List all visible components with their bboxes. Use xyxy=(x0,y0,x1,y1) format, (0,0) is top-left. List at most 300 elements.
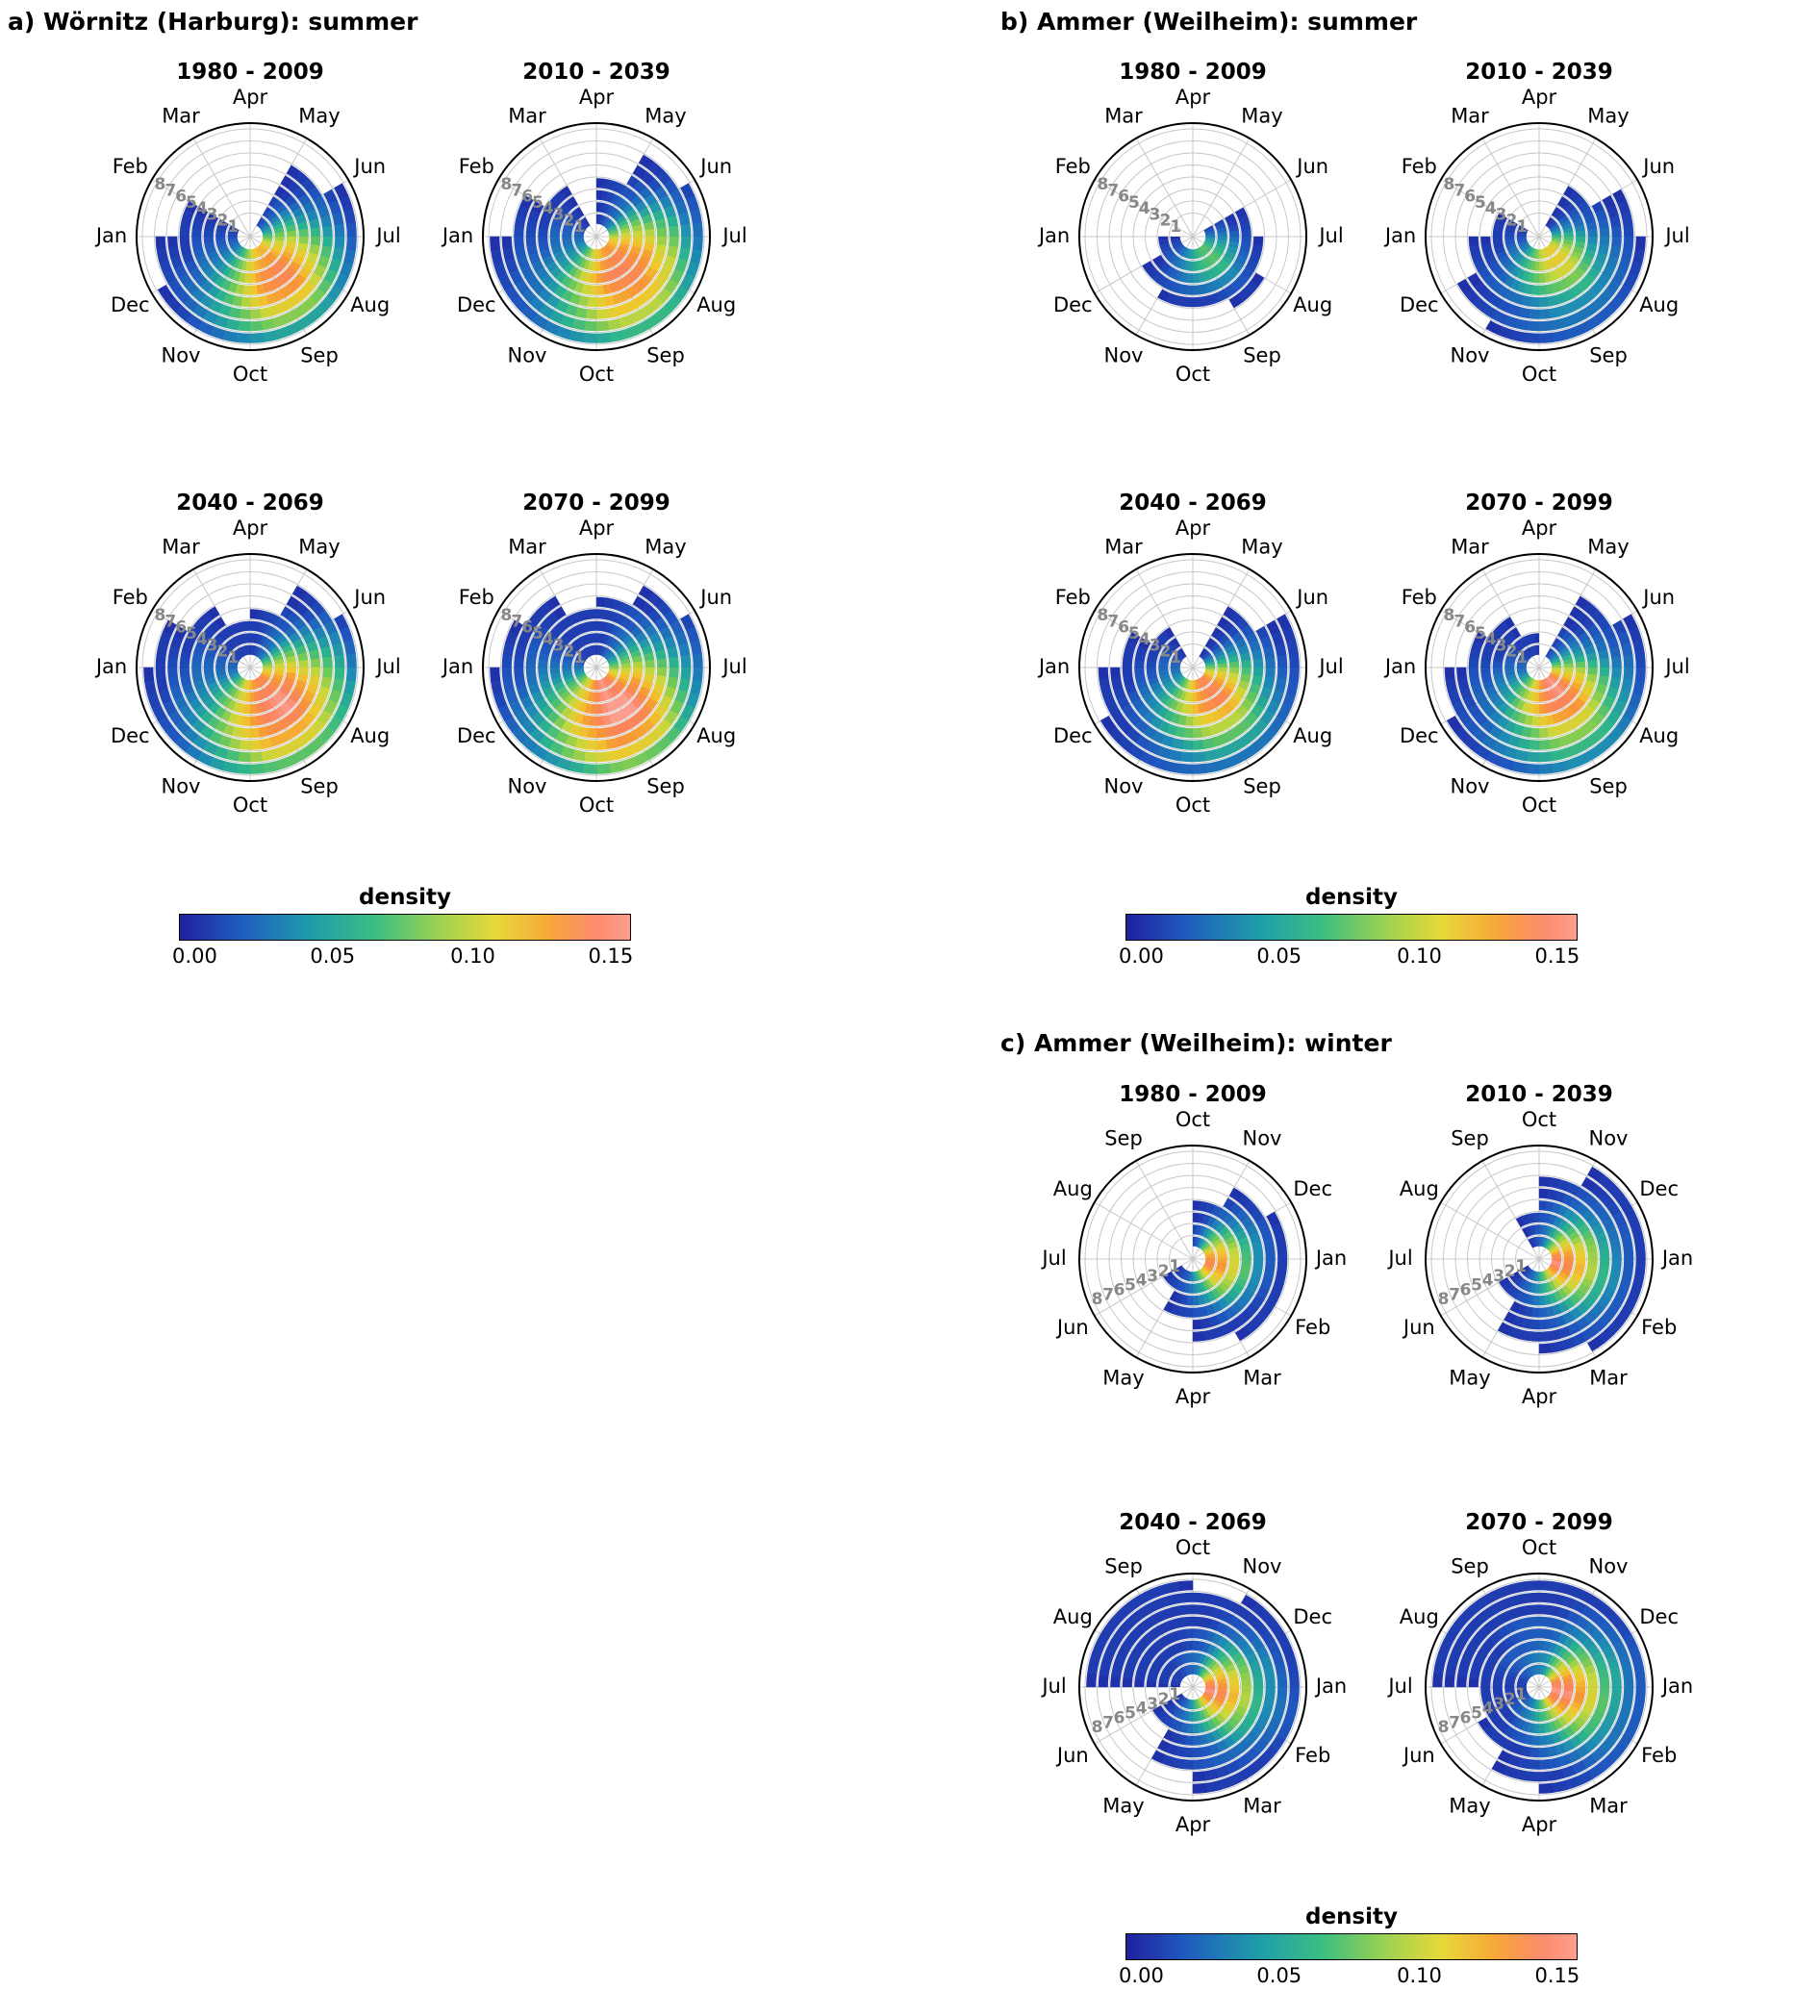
month-label: Feb xyxy=(1295,1744,1331,1767)
panel-a-title: a) Wörnitz (Harburg): summer xyxy=(8,8,418,36)
month-label: Aug xyxy=(696,724,737,747)
colorbar-tick: 0.05 xyxy=(310,945,356,968)
month-label: Dec xyxy=(1052,293,1093,316)
polar-chart[interactable] xyxy=(1384,517,1690,817)
month-label: Jan xyxy=(1315,1247,1348,1270)
radial-tick-label: 6 xyxy=(1118,617,1130,638)
month-label: Dec xyxy=(110,293,150,316)
polar-chart[interactable] xyxy=(442,517,747,817)
month-label: May xyxy=(645,535,687,559)
month-label: Aug xyxy=(1293,293,1333,316)
month-label: Dec xyxy=(1639,1177,1680,1200)
month-label: Nov xyxy=(507,343,547,367)
radial-tick-label: 2 xyxy=(1505,211,1518,231)
month-label: Aug xyxy=(1399,1177,1439,1200)
radial-tick-label: 7 xyxy=(511,181,523,201)
radial-tick-label: 1 xyxy=(573,647,586,668)
radial-tick-label: 6 xyxy=(521,617,534,638)
radial-tick-label: 6 xyxy=(1118,187,1130,207)
panel-b-title: b) Ammer (Weilheim): summer xyxy=(1000,8,1418,36)
month-label: Aug xyxy=(1052,1605,1093,1628)
radial-tick-label: 4 xyxy=(1135,1699,1148,1719)
month-label: Nov xyxy=(161,343,201,367)
radial-tick-label: 3 xyxy=(1149,636,1161,656)
panel-c-title: c) Ammer (Weilheim): winter xyxy=(1000,1029,1392,1057)
radial-tick-label: 2 xyxy=(563,642,575,662)
month-label: Nov xyxy=(1588,1126,1629,1150)
radial-tick-label: 8 xyxy=(154,175,166,194)
subplot-c-1980-2009 xyxy=(1000,1082,1385,1409)
radial-tick-label: 2 xyxy=(1159,642,1172,662)
month-label: Jul xyxy=(376,224,401,247)
month-label: Apr xyxy=(1521,86,1557,109)
month-label: Jun xyxy=(1056,1744,1089,1767)
radial-tick-label: 3 xyxy=(1495,205,1507,225)
month-label: Aug xyxy=(1639,724,1680,747)
radial-tick-label: 3 xyxy=(206,205,218,225)
month-label: Dec xyxy=(110,724,150,747)
radial-tick-label: 1 xyxy=(573,216,586,237)
radial-tick-label: 8 xyxy=(1097,606,1109,625)
radial-tick-label: 6 xyxy=(1113,1280,1125,1300)
subplot-a-2010-2039 xyxy=(404,60,789,387)
subplot-c-2040-2069 xyxy=(1000,1510,1385,1837)
month-label: Aug xyxy=(1293,724,1333,747)
month-label: May xyxy=(1587,535,1630,559)
month-label: Feb xyxy=(458,155,494,178)
month-label: Sep xyxy=(1451,1554,1489,1578)
month-label: Jul xyxy=(722,224,747,247)
month-label: Dec xyxy=(1293,1177,1333,1200)
month-label: Mar xyxy=(1589,1366,1628,1390)
month-label: Jan xyxy=(95,655,128,678)
radial-tick-label: 5 xyxy=(1128,623,1140,643)
month-label: Apr xyxy=(1175,517,1211,540)
subplot-c-2070-2099 xyxy=(1347,1510,1732,1837)
radial-tick-label: 2 xyxy=(216,211,229,231)
radial-tick-label: 3 xyxy=(1147,1266,1159,1286)
month-label: Apr xyxy=(1521,517,1557,540)
month-label: Jun xyxy=(354,155,387,178)
month-label: Feb xyxy=(1641,1744,1678,1767)
radial-tick-label: 8 xyxy=(1437,1718,1450,1738)
radial-tick-label: 1 xyxy=(227,647,240,668)
month-label: Mar xyxy=(508,535,546,559)
subplot-title: 2010 - 2039 xyxy=(1465,1082,1613,1107)
month-label: Mar xyxy=(1451,535,1489,559)
radial-tick-label: 7 xyxy=(1453,612,1466,632)
month-label: Dec xyxy=(456,724,496,747)
month-label: Apr xyxy=(1521,1385,1557,1408)
radial-tick-label: 3 xyxy=(206,636,218,656)
month-label: May xyxy=(298,104,341,128)
radial-tick-label: 4 xyxy=(1481,1699,1494,1719)
radial-tick-label: 4 xyxy=(1481,1271,1494,1291)
month-label: Jul xyxy=(1319,655,1344,678)
month-label: May xyxy=(1102,1366,1145,1390)
month-label: May xyxy=(1102,1794,1145,1818)
month-label: Mar xyxy=(1243,1366,1281,1390)
radial-tick-label: 1 xyxy=(1515,1257,1528,1277)
radial-tick-label: 4 xyxy=(1138,199,1150,218)
subplot-b-2040-2069 xyxy=(1000,491,1385,818)
radial-tick-label: 8 xyxy=(1443,175,1455,194)
month-label: Oct xyxy=(232,794,268,817)
month-label: Nov xyxy=(161,774,201,798)
month-label: Jul xyxy=(1665,655,1690,678)
month-label: Nov xyxy=(1588,1554,1629,1578)
month-label: Mar xyxy=(162,535,200,559)
month-label: Jun xyxy=(1643,155,1676,178)
radial-tick-label: 1 xyxy=(1516,647,1529,668)
month-label: May xyxy=(1241,104,1283,128)
month-label: Jun xyxy=(1297,586,1329,609)
colorbar-tick: 0.05 xyxy=(1256,945,1302,968)
subplot-b-2070-2099 xyxy=(1347,491,1732,818)
subplot-c-2010-2039 xyxy=(1347,1082,1732,1409)
month-label: Apr xyxy=(1175,1813,1211,1836)
polar-chart[interactable] xyxy=(1042,1108,1348,1408)
month-label: Aug xyxy=(1052,1177,1093,1200)
colorbar-gradient xyxy=(1125,914,1578,941)
month-label: Jun xyxy=(1643,586,1676,609)
colorbar-tick: 0.15 xyxy=(1534,945,1580,968)
radial-tick-label: 5 xyxy=(1125,1703,1137,1724)
subplot-title: 2070 - 2099 xyxy=(1465,1510,1613,1535)
month-label: May xyxy=(1449,1794,1491,1818)
polar-chart[interactable] xyxy=(95,517,401,817)
month-label: Apr xyxy=(232,517,268,540)
month-label: May xyxy=(298,535,341,559)
radial-tick-label: 8 xyxy=(1091,1290,1103,1310)
polar-chart[interactable] xyxy=(1038,86,1344,386)
month-label: Jan xyxy=(1661,1675,1694,1698)
month-label: Feb xyxy=(1295,1316,1331,1339)
month-label: Jun xyxy=(1297,155,1329,178)
radial-tick-label: 7 xyxy=(1449,1285,1461,1305)
month-label: Sep xyxy=(646,774,685,798)
month-label: Jan xyxy=(442,224,474,247)
radial-tick-label: 8 xyxy=(1091,1718,1103,1738)
radial-tick-label: 7 xyxy=(1453,181,1466,201)
radial-tick-label: 3 xyxy=(1493,1266,1505,1286)
subplot-title: 1980 - 2009 xyxy=(1119,60,1267,85)
radial-tick-label: 5 xyxy=(1475,192,1486,213)
month-label: Sep xyxy=(300,774,339,798)
radial-tick-label: 3 xyxy=(1149,205,1161,225)
radial-tick-label: 5 xyxy=(532,192,543,213)
month-label: Sep xyxy=(1104,1126,1143,1150)
radial-tick-label: 2 xyxy=(1157,1689,1170,1709)
radial-tick-label: 1 xyxy=(1169,1685,1181,1705)
month-label: Mar xyxy=(162,104,200,128)
month-label: Oct xyxy=(1521,794,1557,817)
colorbar-tick: 0.05 xyxy=(1256,1964,1302,1987)
month-label: Jan xyxy=(1384,655,1417,678)
radial-tick-label: 4 xyxy=(542,199,554,218)
radial-tick-label: 1 xyxy=(1169,1257,1181,1277)
radial-tick-label: 5 xyxy=(532,623,543,643)
radial-tick-label: 1 xyxy=(227,216,240,237)
month-label: Apr xyxy=(1175,86,1211,109)
colorbar-tick: 0.15 xyxy=(588,945,634,968)
radial-tick-label: 4 xyxy=(1138,630,1150,649)
radial-tick-label: 6 xyxy=(175,187,188,207)
month-label: Oct xyxy=(1521,1108,1557,1131)
month-label: Apr xyxy=(578,517,615,540)
month-label: Oct xyxy=(1521,1536,1557,1559)
colorbar-ticks xyxy=(172,945,634,970)
month-label: Dec xyxy=(1399,724,1439,747)
subplot-a-2040-2069 xyxy=(58,491,442,818)
month-label: Sep xyxy=(300,343,339,367)
month-label: Mar xyxy=(1243,1794,1281,1818)
panel-c xyxy=(1000,1029,1820,1057)
radial-tick-label: 2 xyxy=(1157,1261,1170,1281)
month-label: Oct xyxy=(1175,363,1211,386)
radial-tick-label: 7 xyxy=(1102,1285,1115,1305)
radial-tick-label: 4 xyxy=(195,630,208,649)
month-label: Nov xyxy=(1103,343,1144,367)
subplot-title: 2010 - 2039 xyxy=(522,60,670,85)
month-label: Jun xyxy=(700,155,733,178)
polar-chart[interactable] xyxy=(442,86,747,386)
month-label: Jun xyxy=(1056,1316,1089,1339)
radial-tick-label: 6 xyxy=(521,187,534,207)
month-label: Jan xyxy=(1661,1247,1694,1270)
month-label: Nov xyxy=(1103,774,1144,798)
radial-tick-label: 2 xyxy=(1504,1689,1516,1709)
radial-tick-label: 1 xyxy=(1170,216,1182,237)
month-label: Oct xyxy=(578,794,615,817)
month-label: Dec xyxy=(1052,724,1093,747)
radial-tick-label: 6 xyxy=(1459,1708,1472,1728)
month-label: Oct xyxy=(1175,794,1211,817)
polar-chart[interactable] xyxy=(1038,517,1344,817)
colorbar-title: density xyxy=(359,885,451,910)
radial-tick-label: 5 xyxy=(186,192,197,213)
month-label: Jan xyxy=(1038,224,1071,247)
radial-tick-label: 8 xyxy=(500,606,513,625)
colorbar-tick: 0.00 xyxy=(1119,945,1164,968)
month-label: Jan xyxy=(1038,655,1071,678)
month-label: Jun xyxy=(354,586,387,609)
month-label: Sep xyxy=(1589,343,1628,367)
month-label: Aug xyxy=(1639,293,1680,316)
colorbar-tick: 0.00 xyxy=(1119,1964,1164,1987)
radial-tick-label: 7 xyxy=(1107,181,1120,201)
month-label: Jul xyxy=(1388,1247,1413,1270)
subplot-title: 1980 - 2009 xyxy=(176,60,324,85)
radial-tick-label: 8 xyxy=(154,606,166,625)
month-label: Dec xyxy=(456,293,496,316)
subplot-title: 2010 - 2039 xyxy=(1465,60,1613,85)
radial-tick-label: 8 xyxy=(1097,175,1109,194)
subplot-title: 2040 - 2069 xyxy=(176,491,324,516)
subplot-a-1980-2009 xyxy=(58,60,442,387)
month-label: Nov xyxy=(1242,1126,1282,1150)
month-label: Aug xyxy=(350,724,391,747)
month-label: Feb xyxy=(112,586,148,609)
month-label: Jan xyxy=(95,224,128,247)
radial-tick-label: 4 xyxy=(1484,630,1497,649)
month-label: Feb xyxy=(112,155,148,178)
colorbar-gradient xyxy=(179,914,631,941)
polar-chart[interactable] xyxy=(1384,86,1690,386)
month-label: Sep xyxy=(1243,343,1281,367)
colorbar-tick: 0.10 xyxy=(1397,945,1442,968)
radial-tick-label: 1 xyxy=(1170,647,1182,668)
radial-tick-label: 3 xyxy=(552,205,565,225)
month-label: Sep xyxy=(1243,774,1281,798)
month-label: Jan xyxy=(1384,224,1417,247)
month-label: Dec xyxy=(1293,1605,1333,1628)
month-label: Feb xyxy=(1401,155,1437,178)
radial-tick-label: 4 xyxy=(195,199,208,218)
month-label: Jul xyxy=(376,655,401,678)
colorbar-tick: 0.10 xyxy=(1397,1964,1442,1987)
month-label: Jul xyxy=(1319,224,1344,247)
radial-tick-label: 6 xyxy=(1459,1280,1472,1300)
month-label: Feb xyxy=(1641,1316,1678,1339)
month-label: Mar xyxy=(1104,104,1143,128)
polar-chart[interactable] xyxy=(1042,1536,1348,1836)
subplot-b-1980-2009 xyxy=(1000,60,1385,387)
month-label: May xyxy=(1449,1366,1491,1390)
month-label: Sep xyxy=(646,343,685,367)
month-label: Apr xyxy=(1521,1813,1557,1836)
radial-tick-label: 1 xyxy=(1515,1685,1528,1705)
month-label: May xyxy=(1587,104,1630,128)
radial-tick-label: 5 xyxy=(1471,1275,1483,1296)
month-label: May xyxy=(645,104,687,128)
radial-tick-label: 7 xyxy=(164,612,177,632)
radial-tick-label: 6 xyxy=(1464,617,1477,638)
radial-tick-label: 5 xyxy=(186,623,197,643)
month-label: Oct xyxy=(1175,1108,1211,1131)
month-label: Apr xyxy=(1175,1385,1211,1408)
colorbar-ticks xyxy=(1119,945,1580,970)
month-label: Oct xyxy=(1175,1536,1211,1559)
month-label: Oct xyxy=(232,363,268,386)
radial-tick-label: 7 xyxy=(511,612,523,632)
month-label: Dec xyxy=(1639,1605,1680,1628)
month-label: Oct xyxy=(1521,363,1557,386)
colorbar-gradient xyxy=(1125,1933,1578,1960)
month-label: May xyxy=(1241,535,1283,559)
month-label: Jun xyxy=(700,586,733,609)
month-label: Jun xyxy=(1403,1744,1435,1767)
month-label: Jul xyxy=(1388,1675,1413,1698)
polar-chart[interactable] xyxy=(1388,1536,1694,1836)
month-label: Oct xyxy=(578,363,615,386)
month-label: Sep xyxy=(1104,1554,1143,1578)
month-label: Aug xyxy=(696,293,737,316)
subplot-title: 2040 - 2069 xyxy=(1119,491,1267,516)
month-label: Apr xyxy=(232,86,268,109)
month-label: Feb xyxy=(1401,586,1437,609)
radial-tick-label: 3 xyxy=(552,636,565,656)
colorbar-panel-c xyxy=(1119,1904,1580,1993)
radial-tick-label: 3 xyxy=(1147,1694,1159,1714)
month-label: Jun xyxy=(1403,1316,1435,1339)
month-label: Nov xyxy=(1242,1554,1282,1578)
subplot-title: 2070 - 2099 xyxy=(1465,491,1613,516)
subplot-a-2070-2099 xyxy=(404,491,789,818)
radial-tick-label: 3 xyxy=(1493,1694,1505,1714)
month-label: Apr xyxy=(578,86,615,109)
radial-tick-label: 3 xyxy=(1495,636,1507,656)
month-label: Dec xyxy=(1399,293,1439,316)
colorbar-panel-b xyxy=(1119,885,1580,973)
radial-tick-label: 2 xyxy=(563,211,575,231)
radial-tick-label: 8 xyxy=(500,175,513,194)
month-label: Mar xyxy=(1104,535,1143,559)
month-label: Jan xyxy=(442,655,474,678)
radial-tick-label: 5 xyxy=(1128,192,1140,213)
month-label: Mar xyxy=(508,104,546,128)
colorbar-tick: 0.00 xyxy=(172,945,217,968)
subplot-title: 1980 - 2009 xyxy=(1119,1082,1267,1107)
radial-tick-label: 6 xyxy=(1464,187,1477,207)
panel-a xyxy=(8,8,873,36)
month-label: Mar xyxy=(1451,104,1489,128)
radial-tick-label: 6 xyxy=(1113,1708,1125,1728)
polar-chart[interactable] xyxy=(1388,1108,1694,1408)
colorbar-tick: 0.10 xyxy=(450,945,495,968)
radial-tick-label: 4 xyxy=(1135,1271,1148,1291)
month-label: Jan xyxy=(1315,1675,1348,1698)
month-label: Jul xyxy=(1042,1675,1067,1698)
month-label: Feb xyxy=(1054,155,1091,178)
month-label: Nov xyxy=(507,774,547,798)
radial-tick-label: 8 xyxy=(1443,606,1455,625)
colorbar-title: density xyxy=(1305,1904,1398,1929)
radial-tick-label: 4 xyxy=(542,630,554,649)
month-label: Sep xyxy=(1451,1126,1489,1150)
radial-tick-label: 2 xyxy=(216,642,229,662)
radial-tick-label: 4 xyxy=(1484,199,1497,218)
month-label: Nov xyxy=(1450,774,1490,798)
radial-tick-label: 8 xyxy=(1437,1290,1450,1310)
month-label: Jul xyxy=(722,655,747,678)
radial-tick-label: 7 xyxy=(164,181,177,201)
radial-tick-label: 2 xyxy=(1159,211,1172,231)
radial-tick-label: 2 xyxy=(1505,642,1518,662)
radial-tick-label: 5 xyxy=(1125,1275,1137,1296)
radial-tick-label: 1 xyxy=(1516,216,1529,237)
colorbar-panel-a xyxy=(172,885,634,973)
month-label: Nov xyxy=(1450,343,1490,367)
radial-tick-label: 7 xyxy=(1102,1713,1115,1733)
month-label: Feb xyxy=(458,586,494,609)
radial-tick-label: 6 xyxy=(175,617,188,638)
month-label: Aug xyxy=(1399,1605,1439,1628)
radial-tick-label: 7 xyxy=(1107,612,1120,632)
month-label: Mar xyxy=(1589,1794,1628,1818)
month-label: Jul xyxy=(1042,1247,1067,1270)
colorbar-tick: 0.15 xyxy=(1534,1964,1580,1987)
radial-tick-label: 2 xyxy=(1504,1261,1516,1281)
polar-chart[interactable] xyxy=(95,86,401,386)
month-label: Jul xyxy=(1665,224,1690,247)
subplot-title: 2070 - 2099 xyxy=(522,491,670,516)
radial-tick-label: 5 xyxy=(1475,623,1486,643)
subplot-title: 2040 - 2069 xyxy=(1119,1510,1267,1535)
subplot-b-2010-2039 xyxy=(1347,60,1732,387)
colorbar-title: density xyxy=(1305,885,1398,910)
colorbar-ticks xyxy=(1119,1964,1580,1989)
